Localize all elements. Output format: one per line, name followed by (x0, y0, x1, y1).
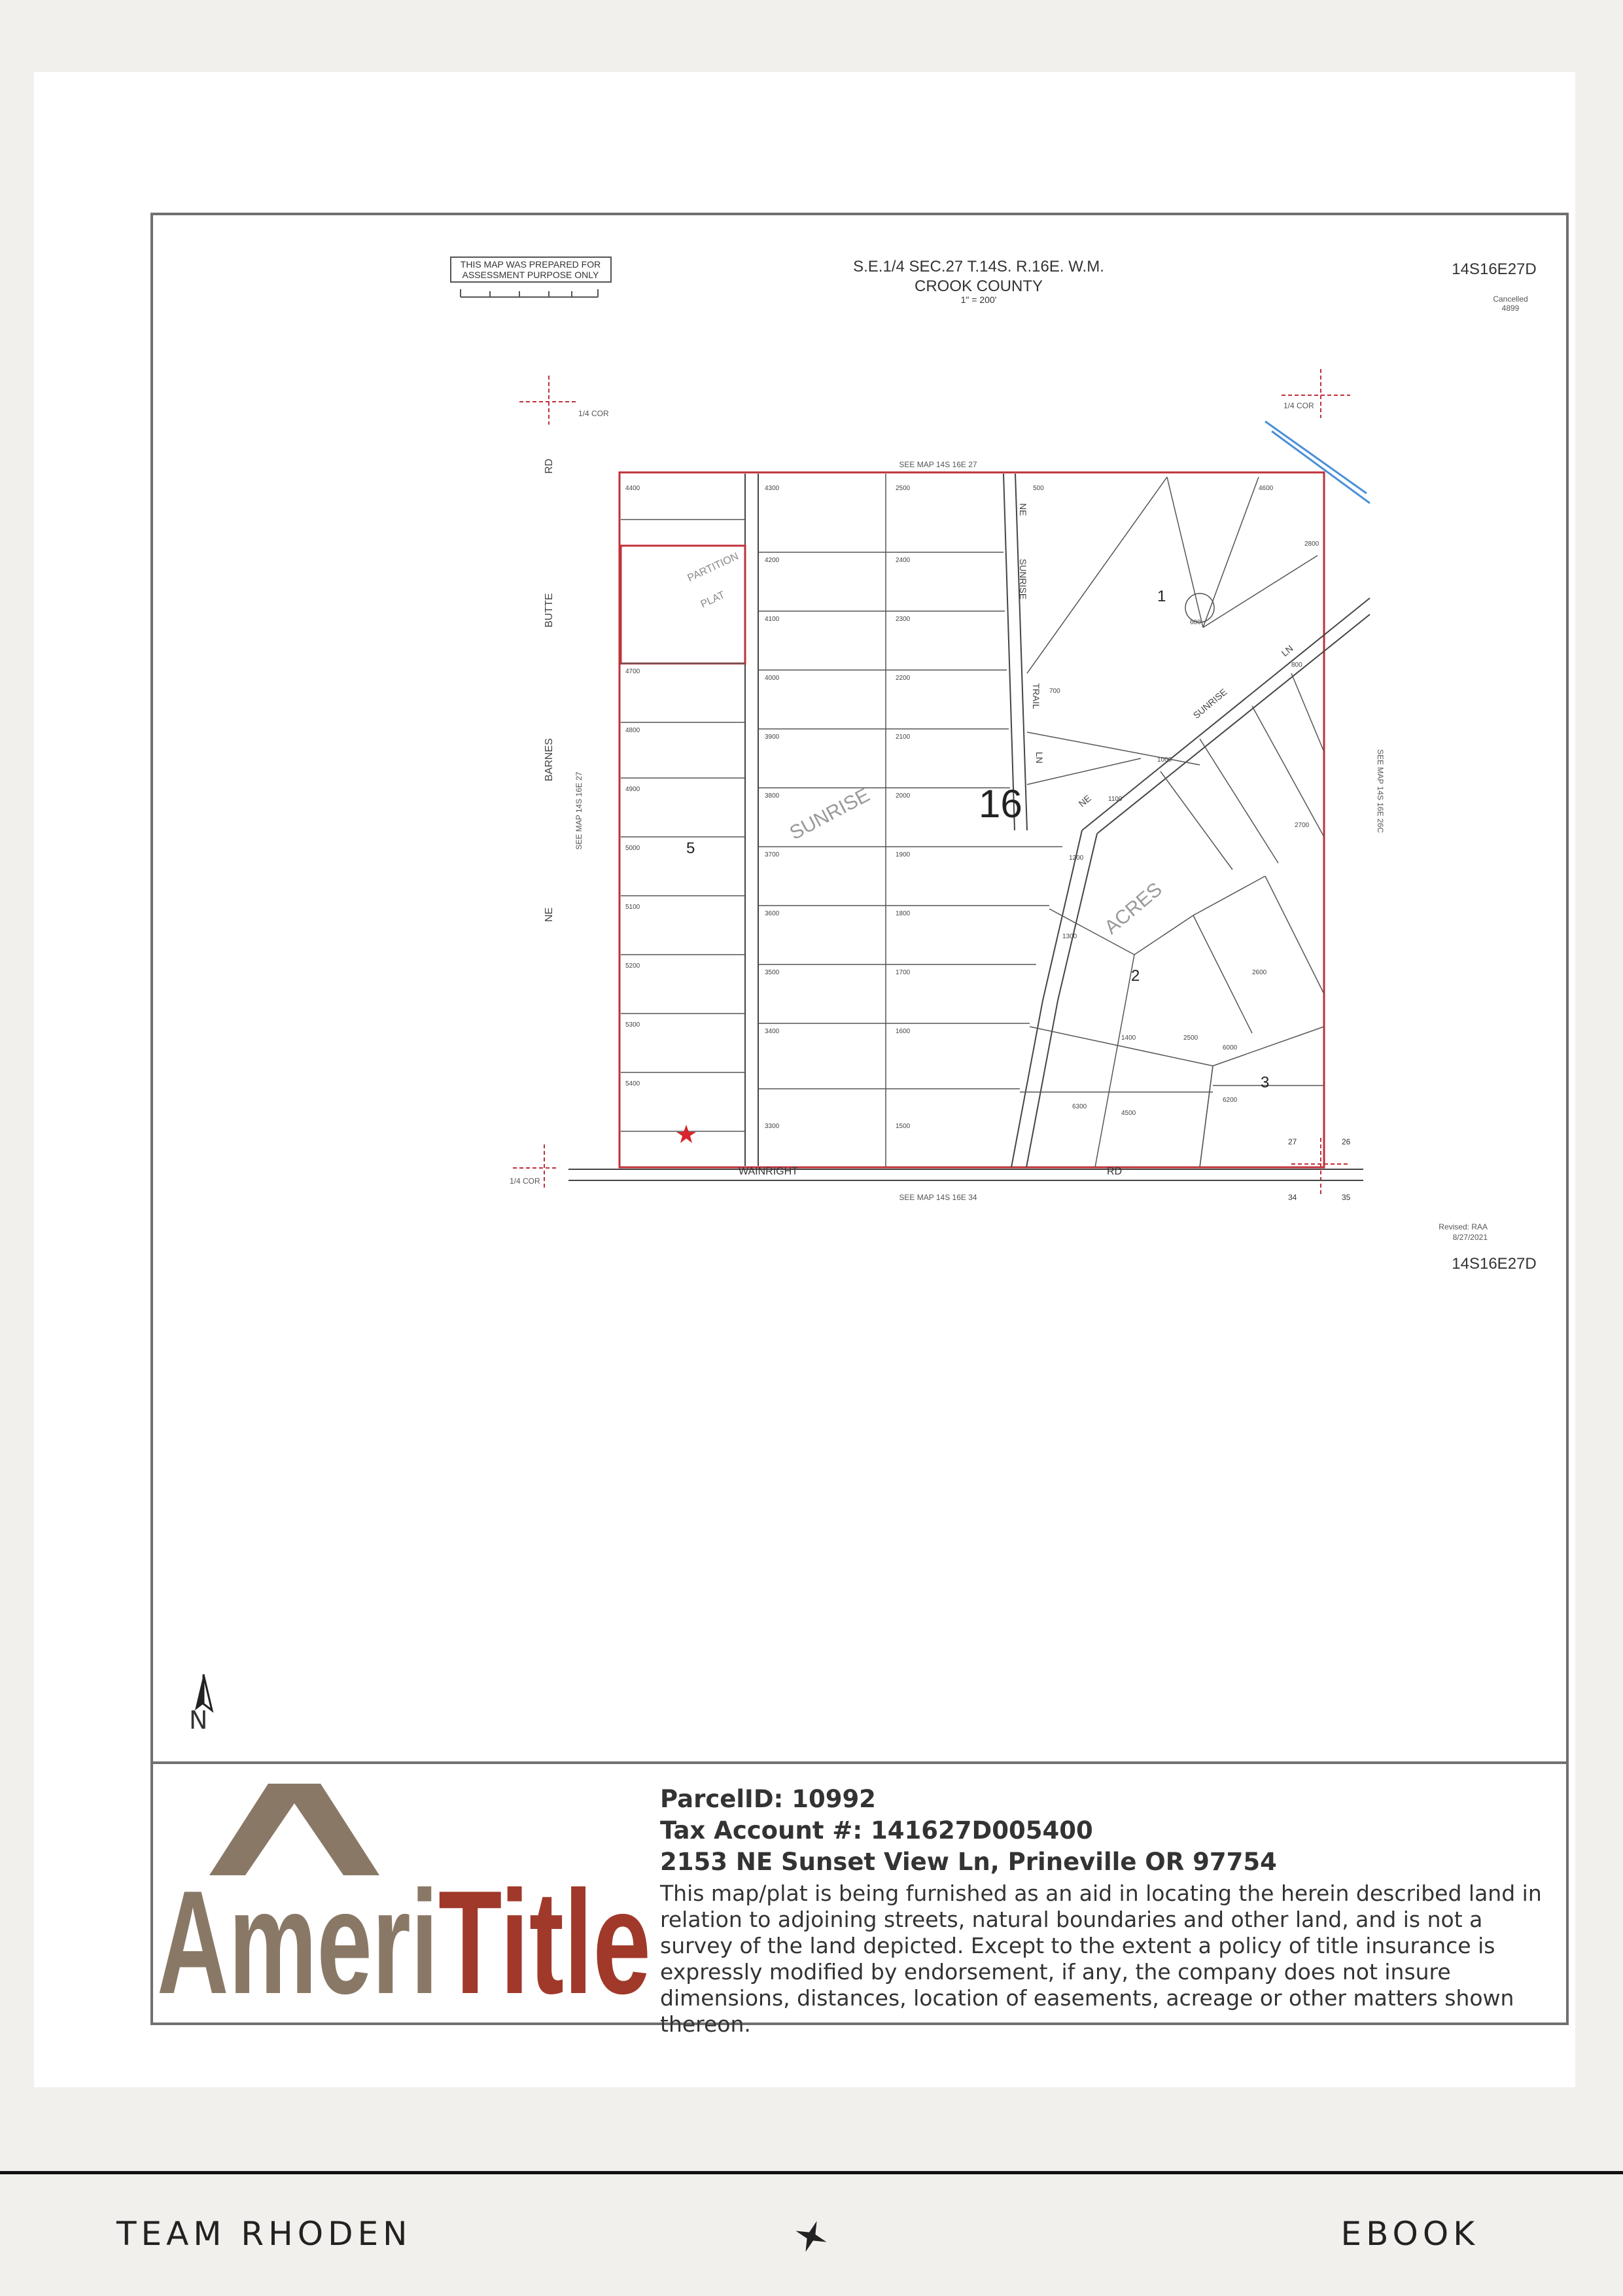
map-frame (150, 213, 1569, 2037)
parcel-number-labels (625, 485, 1319, 1130)
parcel-4400: 4400 (625, 485, 640, 492)
road-sunrise-ln-ln: LN (1279, 643, 1295, 659)
partition-label: PARTITION (686, 550, 741, 584)
block-label-1: 1 (1157, 588, 1166, 605)
footer-divider (0, 2171, 1623, 2174)
parcel-4200: 4200 (765, 557, 780, 564)
parcel-2300: 2300 (896, 616, 911, 623)
map-number-bottom: 14S16E27D (1452, 1255, 1537, 1273)
amerititle-logo (157, 1784, 654, 2006)
parcel-3700: 3700 (765, 851, 780, 858)
parcel-3600: 3600 (765, 910, 780, 917)
road-edge-ne (1265, 421, 1370, 503)
road-left-barnes: BARNES (544, 738, 555, 781)
parcel-1600: 1600 (896, 1028, 911, 1035)
see-map-right: SEE MAP 14S 16E 26C (1376, 749, 1385, 833)
parcel-700: 700 (1049, 688, 1060, 695)
county-name: CROOK COUNTY (914, 277, 1043, 295)
corner-sw-label: 1/4 COR (510, 1176, 540, 1186)
road-trail-ne: NE (1018, 503, 1028, 516)
see-map-left: SEE MAP 14S 16E 27 (574, 771, 584, 850)
road-left-rd: RD (544, 458, 555, 474)
parcel-2500: 2500 (896, 485, 911, 492)
parcel-3800: 3800 (765, 792, 780, 800)
assessment-note-line1: THIS MAP WAS PREPARED FOR (460, 259, 601, 270)
parcel-2500b: 2500 (1183, 1034, 1198, 1042)
parcel-3900: 3900 (765, 733, 780, 741)
parcel-4100: 4100 (765, 616, 780, 623)
north-label: N (189, 1706, 208, 1735)
section-boundary (620, 472, 1324, 1167)
parcel-4600: 4600 (1259, 485, 1274, 492)
subdivision-sunrise: SUNRISE (786, 784, 874, 845)
parcel-5300: 5300 (625, 1021, 640, 1029)
parcel-5400: 5400 (625, 1080, 640, 1087)
road-wainright: WAINRIGHT (739, 1166, 798, 1177)
parcel-2600: 2600 (1252, 969, 1267, 976)
parcel-1400: 1400 (1121, 1034, 1136, 1042)
block-label-16: 16 (979, 782, 1022, 826)
subject-parcel-star (676, 1125, 696, 1143)
parcel-1200: 1200 (1069, 855, 1084, 862)
footer-team-name: TEAM RHODEN (116, 2215, 412, 2253)
road-sunrise-ln-sunrise: SUNRISE (1191, 686, 1229, 721)
parcel-800: 800 (1291, 662, 1302, 669)
map-number-top: 14S16E27D (1452, 260, 1537, 278)
lot-lines-west (621, 520, 745, 1131)
road-sunrise-ln-ne: NE (1076, 792, 1093, 809)
lot-lines-east (1020, 477, 1324, 1167)
parcel-1800: 1800 (896, 910, 911, 917)
road-trail-ln: LN (1034, 752, 1045, 764)
property-address: 2153 NE Sunset View Ln, Prineville OR 97754 (660, 1848, 1277, 1876)
section-num-34: 34 (1288, 1193, 1297, 1202)
parcel-600: 600 (1190, 619, 1201, 626)
tax-account: Tax Account #: 141627D005400 (660, 1816, 1093, 1845)
parcel-1000: 1000 (1157, 756, 1172, 764)
parcel-5200: 5200 (625, 963, 640, 970)
parcel-5000: 5000 (625, 845, 640, 852)
parcel-1500: 1500 (896, 1123, 911, 1130)
tax-map (153, 215, 1566, 1305)
parcel-6200: 6200 (1223, 1097, 1238, 1104)
parcel-4300: 4300 (765, 485, 780, 492)
parcel-3300: 3300 (765, 1123, 780, 1130)
section-title: S.E.1/4 SEC.27 T.14S. R.16E. W.M. (853, 258, 1104, 275)
see-map-top: SEE MAP 14S 16E 27 (899, 460, 977, 469)
plat-label: PLAT (699, 589, 727, 610)
subdivision-acres: ACRES (1100, 878, 1166, 939)
page-card (34, 72, 1575, 2087)
logo-ameri: Ameri (157, 1860, 438, 2006)
corner-nw-label: 1/4 COR (578, 409, 609, 418)
section-num-35: 35 (1342, 1193, 1351, 1202)
parcel-5100: 5100 (625, 904, 640, 911)
road-left-butte: BUTTE (544, 593, 555, 627)
parcel-2000: 2000 (896, 792, 911, 800)
parcel-3500: 3500 (765, 969, 780, 976)
parcel-4000: 4000 (765, 675, 780, 682)
cancelled-label: Cancelled (1493, 294, 1528, 304)
parcel-500: 500 (1033, 485, 1044, 492)
parcel-2400: 2400 (896, 557, 911, 564)
road-trail-sunrise: SUNRISE (1018, 559, 1028, 600)
revised-line2: 8/27/2021 (1452, 1233, 1488, 1242)
assessment-note-line2: ASSESSMENT PURPOSE ONLY (462, 270, 599, 280)
road-trail-trail: TRAIL (1031, 683, 1041, 709)
corner-ne-label: 1/4 COR (1283, 401, 1314, 410)
parcel-1100: 1100 (1108, 796, 1123, 803)
footer-ebook-label: EBOOK (1340, 2215, 1479, 2253)
see-map-bottom: SEE MAP 14S 16E 34 (899, 1193, 977, 1202)
assessment-note (451, 257, 611, 297)
road-left-ne: NE (544, 907, 555, 922)
parcel-2200: 2200 (896, 675, 911, 682)
parcel-1900: 1900 (896, 851, 911, 858)
parcel-4800: 4800 (625, 727, 640, 734)
parcel-1300: 1300 (1062, 933, 1077, 940)
parcel-4900: 4900 (625, 786, 640, 793)
parcel-2100: 2100 (896, 733, 911, 741)
parcel-info-box (153, 1761, 1566, 2037)
logo-title: Title (438, 1860, 651, 2006)
sparkle-icon (790, 2215, 833, 2258)
block-label-2: 2 (1131, 967, 1140, 985)
parcel-6300: 6300 (1072, 1103, 1087, 1110)
parcel-2800: 2800 (1304, 540, 1319, 548)
section-num-26: 26 (1342, 1137, 1351, 1146)
cancelled-value: 4899 (1501, 304, 1520, 313)
parcel-4700: 4700 (625, 668, 640, 675)
parcel-1700: 1700 (896, 969, 911, 976)
parcel-2700: 2700 (1295, 822, 1310, 829)
revised-line1: Revised: RAA (1439, 1222, 1488, 1231)
parcel-6000: 6000 (1223, 1044, 1238, 1051)
map-scale: 1" = 200' (960, 294, 997, 305)
disclaimer-text: This map/plat is being furnished as an aid in locating the herein described land in relation to adjoining streets, natural boundaries and other land, and is not a survey of the land depicted. Except to the extent a policy of title insurance is expressly modified by endorsement, if any, the company does not insure dimensions, distances, location of easements, acreage or other matters shown thereon. (660, 1881, 1542, 2037)
parcel-id: ParcelID: 10992 (660, 1785, 876, 1813)
parcel-3400: 3400 (765, 1028, 780, 1035)
section-num-27: 27 (1288, 1137, 1297, 1146)
block-label-5: 5 (686, 839, 695, 857)
parcel-4500: 4500 (1121, 1110, 1136, 1117)
road-wainright-rd: RD (1107, 1166, 1123, 1177)
block-label-3: 3 (1261, 1074, 1270, 1091)
parcel-info-text (660, 1784, 1556, 2038)
